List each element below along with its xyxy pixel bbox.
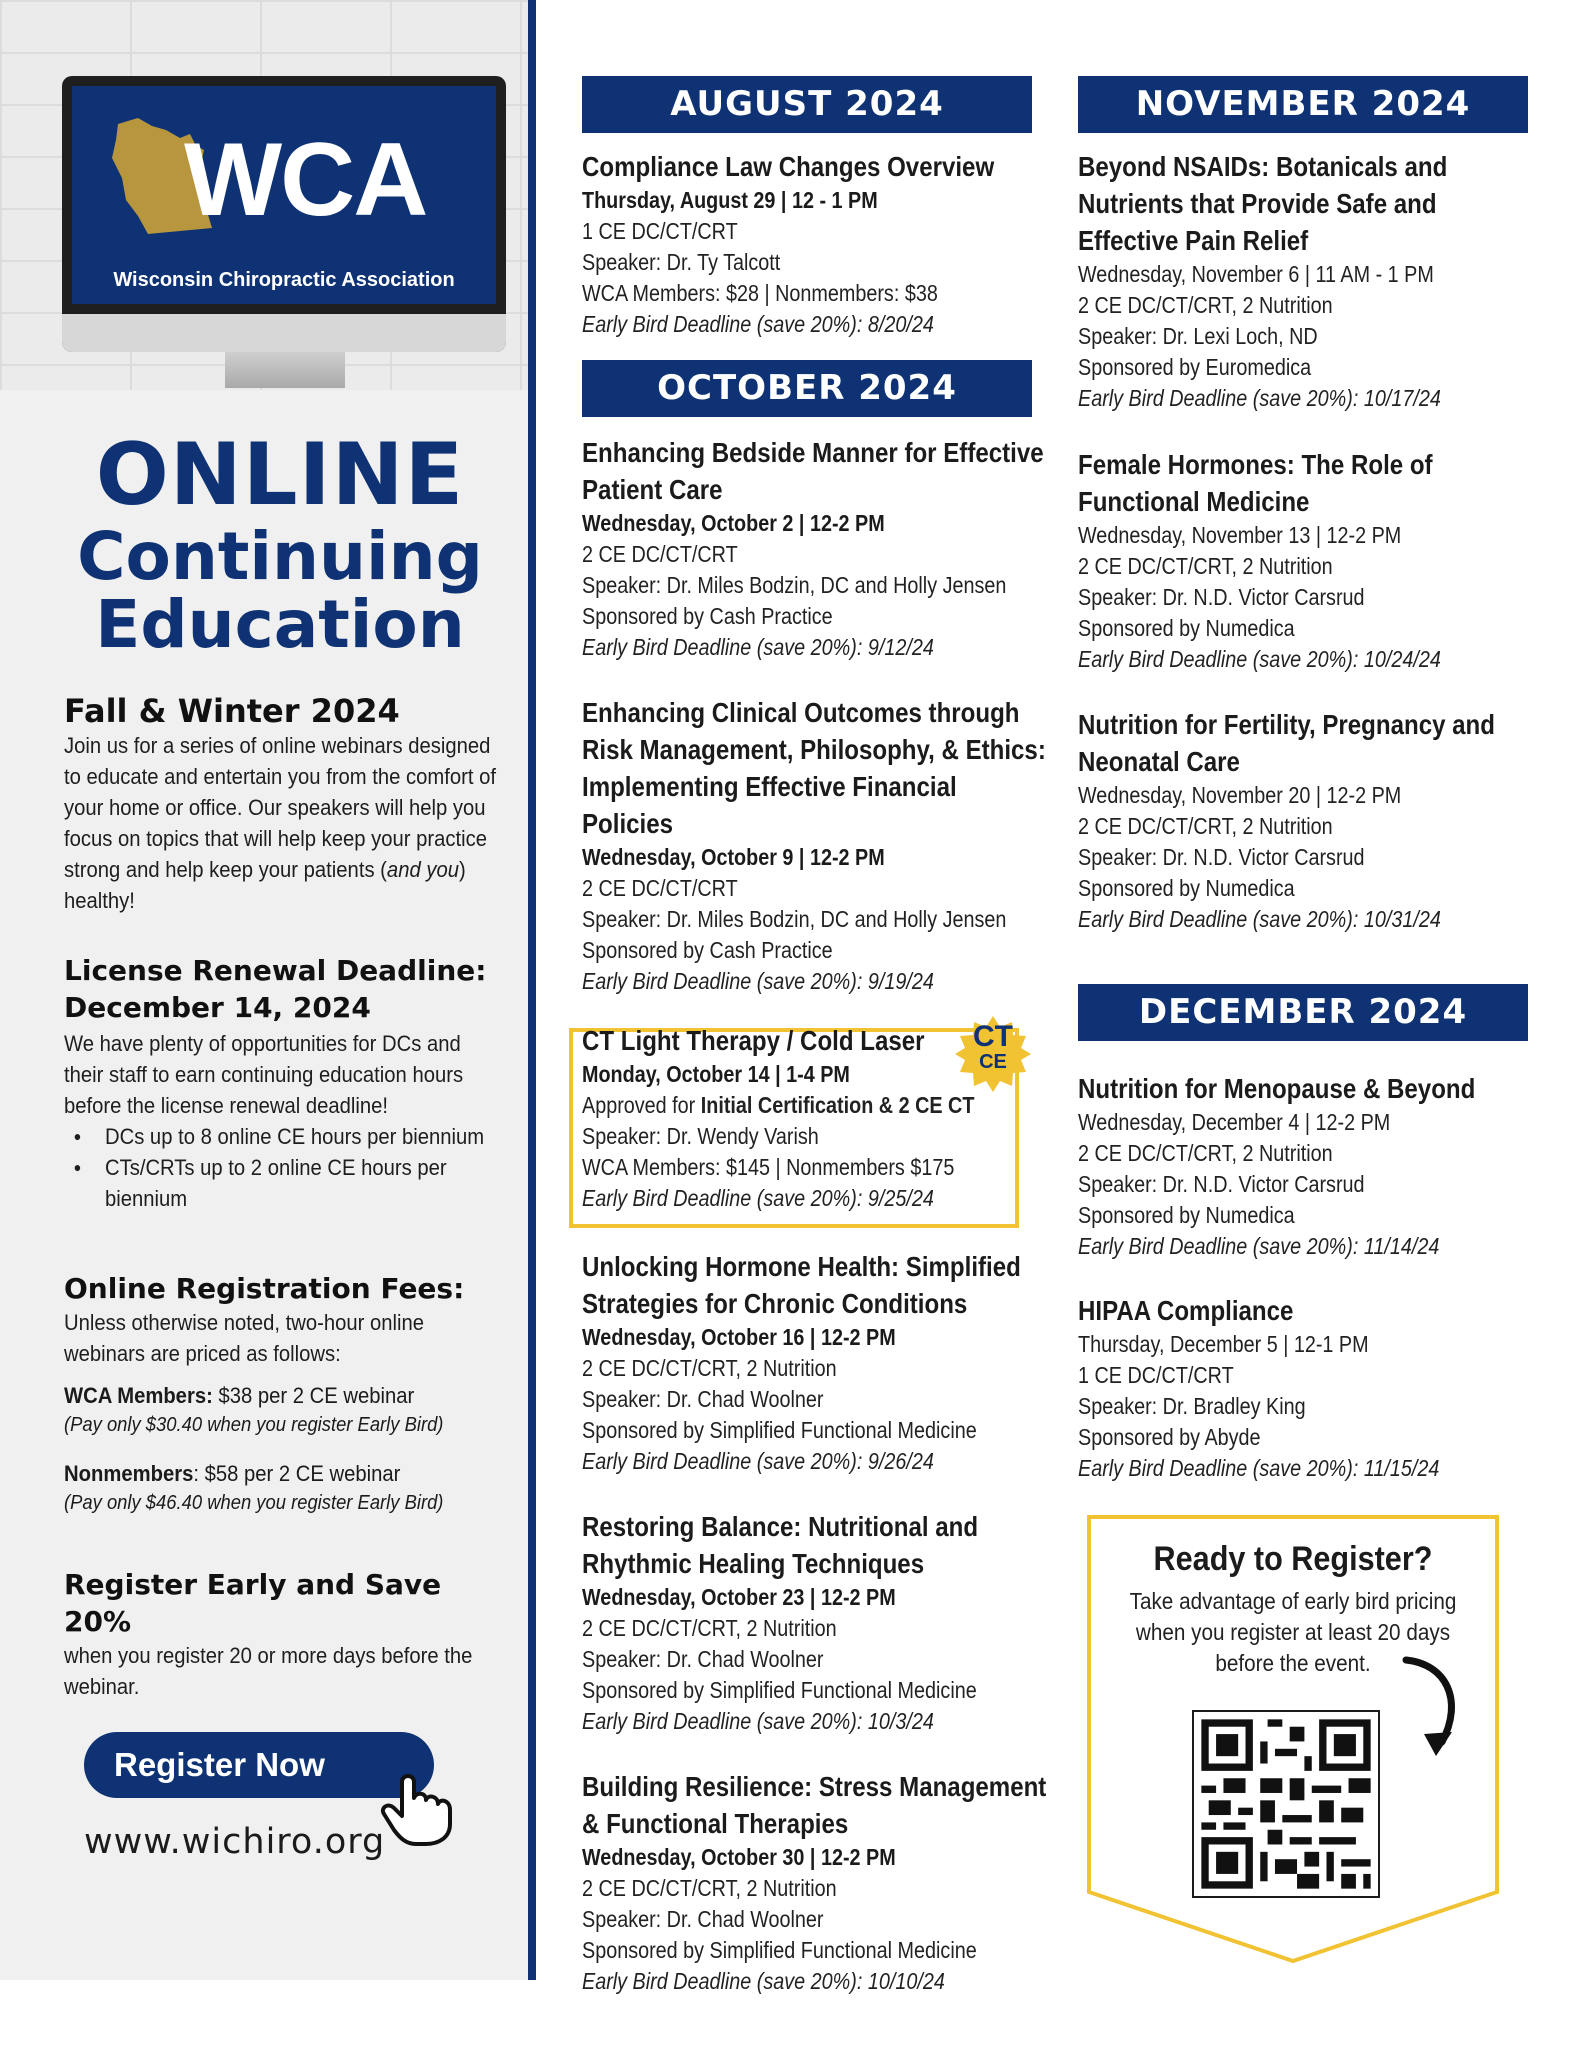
event-speaker: Speaker: Dr. Miles Bodzin, DC and Holly Jensen <box>582 572 1007 598</box>
list-item: ● DCs up to 8 online CE hours per biennium <box>70 1121 510 1152</box>
event-title: Nutrition for Menopause & Beyond <box>1078 1073 1476 1104</box>
license-bullets <box>70 1121 510 1214</box>
event-credits: 2 CE DC/CT/CRT, 2 Nutrition <box>1078 553 1333 579</box>
event-date: Wednesday, October 9 | 12-2 PM <box>582 844 885 870</box>
monitor-bezel <box>62 314 506 352</box>
website-url[interactable]: www.wichiro.org <box>84 1822 386 1862</box>
november-header: NOVEMBER 2024 <box>1078 76 1528 133</box>
wca-logo <box>72 86 496 304</box>
event-date: Wednesday, October 2 | 12-2 PM <box>582 510 885 536</box>
event-credits: 2 CE DC/CT/CRT, 2 Nutrition <box>1078 1140 1333 1166</box>
event-date: Thursday, August 29 | 12 - 1 PM <box>582 187 878 213</box>
nonmembers-note: (Pay only $46.40 when you register Early Bird) <box>64 1492 444 1514</box>
event-deadline: Early Bird Deadline (save 20%): 11/14/24 <box>1078 1233 1440 1259</box>
event-title: Female Hormones: The Role of Functional Medicine <box>1078 449 1433 517</box>
intro-heading: Fall & Winter 2024 <box>64 692 400 730</box>
event-sponsor: Sponsored by Abyde <box>1078 1424 1261 1450</box>
event-deadline: Early Bird Deadline (save 20%): 10/3/24 <box>582 1708 934 1734</box>
event-credits: 1 CE DC/CT/CRT <box>1078 1362 1234 1388</box>
list-item: ● CTs/CRTs up to 2 online CE hours per biennium <box>70 1152 510 1214</box>
column-divider <box>528 0 536 1980</box>
event-credits: 2 CE DC/CT/CRT, 2 Nutrition <box>582 1615 837 1641</box>
early-text: when you register 20 or more days before the webinar. <box>64 1643 473 1699</box>
event-credits: 2 CE DC/CT/CRT, 2 Nutrition <box>582 1355 837 1381</box>
event-deadline: Early Bird Deadline (save 20%): 11/15/24 <box>1078 1455 1440 1481</box>
event-sponsor: Sponsored by Simplified Functional Medicine <box>582 1677 977 1703</box>
event-title: Enhancing Clinical Outcomes through Risk Management, Philosophy, & Ethics: Implementing Effective Financial Policies <box>582 697 1046 839</box>
ready-text: Take advantage of early bird pricing when you register at least 20 days before the event. <box>1129 1588 1457 1676</box>
event-date: Monday, October 14 | 1-4 PM <box>582 1061 850 1087</box>
event-bedside-manner <box>582 434 1052 663</box>
qr-code-icon[interactable] <box>1192 1710 1380 1898</box>
event-title: HIPAA Compliance <box>1078 1295 1294 1326</box>
event-date: Wednesday, October 30 | 12-2 PM <box>582 1844 896 1870</box>
event-deadline: Early Bird Deadline (save 20%): 9/26/24 <box>582 1448 934 1474</box>
event-nutrition-fertility <box>1078 706 1548 935</box>
event-date: Wednesday, October 16 | 12-2 PM <box>582 1324 896 1350</box>
license-heading: License Renewal Deadline: December 14, 2024 <box>64 954 487 1024</box>
left-column <box>0 0 528 1980</box>
event-price: WCA Members: $28 | Nonmembers: $38 <box>582 280 938 306</box>
hero-title <box>60 425 500 663</box>
event-title: Enhancing Bedside Manner for Effective Patient Care <box>582 437 1044 505</box>
event-price: WCA Members: $145 | Nonmembers $175 <box>582 1154 955 1180</box>
event-title: Compliance Law Changes Overview <box>582 151 995 182</box>
fees-text: Unless otherwise noted, two-hour online webinars are priced as follows: <box>64 1310 425 1366</box>
event-approval: Approved for Initial Certification & 2 CE CT <box>582 1092 975 1118</box>
event-speaker: Speaker: Dr. N.D. Victor Carsrud <box>1078 1171 1365 1197</box>
event-speaker: Speaker: Dr. N.D. Victor Carsrud <box>1078 844 1365 870</box>
fees-section <box>64 1270 504 1517</box>
event-date: Wednesday, November 13 | 12-2 PM <box>1078 522 1402 548</box>
event-nutrition-menopause <box>1078 1070 1548 1262</box>
event-date: Wednesday, October 23 | 12-2 PM <box>582 1584 896 1610</box>
event-speaker: Speaker: Dr. Miles Bodzin, DC and Holly Jensen <box>582 906 1007 932</box>
register-now-button[interactable]: Register Now <box>84 1732 434 1798</box>
hero-line-2: Continuing <box>77 518 483 595</box>
monitor-stand <box>225 352 345 388</box>
fees-heading: Online Registration Fees: <box>64 1272 465 1305</box>
event-compliance-law <box>582 148 1052 340</box>
event-beyond-nsaids <box>1078 148 1548 414</box>
event-date: Wednesday, December 4 | 12-2 PM <box>1078 1109 1391 1135</box>
event-credits: 1 CE DC/CT/CRT <box>582 218 738 244</box>
event-deadline: Early Bird Deadline (save 20%): 9/19/24 <box>582 968 934 994</box>
early-section <box>64 1566 504 1702</box>
event-building-resilience <box>582 1768 1052 1997</box>
event-credits: 2 CE DC/CT/CRT, 2 Nutrition <box>1078 292 1333 318</box>
event-deadline: Early Bird Deadline (save 20%): 10/10/24 <box>582 1968 945 1994</box>
event-deadline: Early Bird Deadline (save 20%): 10/17/24 <box>1078 385 1441 411</box>
event-title: Nutrition for Fertility, Pregnancy and Neonatal Care <box>1078 709 1495 777</box>
event-date: Wednesday, November 6 | 11 AM - 1 PM <box>1078 261 1434 287</box>
event-speaker: Speaker: Dr. Lexi Loch, ND <box>1078 323 1318 349</box>
event-speaker: Speaker: Dr. Chad Woolner <box>582 1906 824 1932</box>
event-title: Unlocking Hormone Health: Simplified Strategies for Chronic Conditions <box>582 1251 1021 1319</box>
event-credits: 2 CE DC/CT/CRT, 2 Nutrition <box>1078 813 1333 839</box>
event-sponsor: Sponsored by Cash Practice <box>582 603 833 629</box>
ct-ce-badge: CT CE <box>973 1020 1013 1073</box>
curved-arrow-icon <box>1398 1650 1478 1760</box>
nonmembers-fee: Nonmembers: $58 per 2 CE webinar <box>64 1461 401 1486</box>
event-title: Building Resilience: Stress Management & Functional Therapies <box>582 1771 1047 1839</box>
event-sponsor: Sponsored by Simplified Functional Medicine <box>582 1937 977 1963</box>
event-credits: 2 CE DC/CT/CRT <box>582 875 738 901</box>
december-header: DECEMBER 2024 <box>1078 984 1528 1041</box>
event-title: CT Light Therapy / Cold Laser <box>582 1025 925 1056</box>
event-sponsor: Sponsored by Cash Practice <box>582 937 833 963</box>
intro-section <box>64 692 504 916</box>
logo-org-name: Wisconsin Chiropractic Association <box>113 269 455 291</box>
event-clinical-outcomes <box>582 694 1052 997</box>
event-speaker: Speaker: Dr. Ty Talcott <box>582 249 781 275</box>
event-hormone-health <box>582 1248 1052 1477</box>
hero-line-1: ONLINE <box>95 425 465 525</box>
members-fee: WCA Members: $38 per 2 CE webinar <box>64 1383 415 1408</box>
event-title: Restoring Balance: Nutritional and Rhythmic Healing Techniques <box>582 1511 979 1579</box>
ready-title: Ready to Register? <box>1153 1540 1433 1578</box>
event-restoring-balance <box>582 1508 1052 1737</box>
ready-to-register-panel <box>1086 1514 1500 1964</box>
event-hipaa-compliance <box>1078 1292 1548 1484</box>
event-speaker: Speaker: Dr. Chad Woolner <box>582 1386 824 1412</box>
event-speaker: Speaker: Dr. Wendy Varish <box>582 1123 819 1149</box>
event-credits: 2 CE DC/CT/CRT <box>582 541 738 567</box>
event-ct-light-therapy <box>582 1022 1052 1214</box>
intro-text: Join us for a series of online webinars designed to educate and entertain you from the comfort of your home or office. Our speakers will help you focus on topics that will help keep your practice strong and help keep your patients (and you) healthy! <box>64 733 497 913</box>
event-sponsor: Sponsored by Numedica <box>1078 875 1295 901</box>
license-text: We have plenty of opportunities for DCs and their staff to earn continuing education hours before the license renewal deadline! <box>64 1031 464 1118</box>
event-deadline: Early Bird Deadline (save 20%): 10/24/24 <box>1078 646 1441 672</box>
event-sponsor: Sponsored by Numedica <box>1078 1202 1295 1228</box>
event-speaker: Speaker: Dr. Chad Woolner <box>582 1646 824 1672</box>
event-title: Beyond NSAIDs: Botanicals and Nutrients that Provide Safe and Effective Pain Relief <box>1078 151 1448 256</box>
event-speaker: Speaker: Dr. N.D. Victor Carsrud <box>1078 584 1365 610</box>
early-heading: Register Early and Save 20% <box>64 1568 442 1638</box>
event-speaker: Speaker: Dr. Bradley King <box>1078 1393 1306 1419</box>
event-deadline: Early Bird Deadline (save 20%): 9/25/24 <box>582 1185 934 1211</box>
event-credits: 2 CE DC/CT/CRT, 2 Nutrition <box>582 1875 837 1901</box>
event-deadline: Early Bird Deadline (save 20%): 9/12/24 <box>582 634 934 660</box>
event-sponsor: Sponsored by Numedica <box>1078 615 1295 641</box>
event-date: Wednesday, November 20 | 12-2 PM <box>1078 782 1402 808</box>
logo-letters: WCA <box>184 122 427 238</box>
event-deadline: Early Bird Deadline (save 20%): 10/31/24 <box>1078 906 1441 932</box>
hero-line-3: Education <box>95 586 465 663</box>
members-note: (Pay only $30.40 when you register Early Bird) <box>64 1414 444 1436</box>
event-date: Thursday, December 5 | 12-1 PM <box>1078 1331 1369 1357</box>
license-section <box>64 952 504 1214</box>
august-header: AUGUST 2024 <box>582 76 1032 133</box>
event-deadline: Early Bird Deadline (save 20%): 8/20/24 <box>582 311 934 337</box>
event-sponsor: Sponsored by Simplified Functional Medicine <box>582 1417 977 1443</box>
event-female-hormones <box>1078 446 1548 675</box>
monitor-graphic <box>62 76 506 352</box>
event-sponsor: Sponsored by Euromedica <box>1078 354 1312 380</box>
october-header: OCTOBER 2024 <box>582 360 1032 417</box>
